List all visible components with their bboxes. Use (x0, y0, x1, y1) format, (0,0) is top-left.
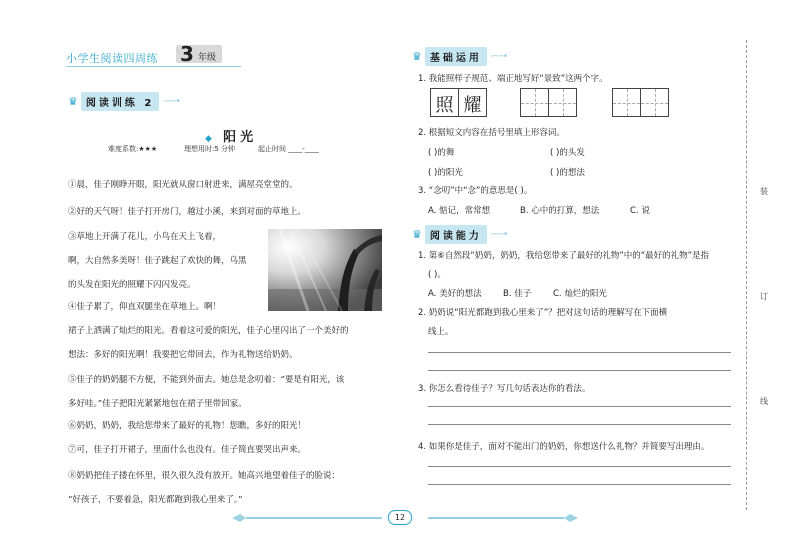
writing-cell[interactable] (641, 89, 668, 116)
grade-word: 年级 (198, 53, 217, 63)
header-rule (66, 66, 241, 67)
q3-option-c[interactable]: C. 说 (630, 206, 650, 216)
title-ornament-icon: ◆ (205, 134, 224, 144)
binding-mark: 装 (760, 187, 768, 196)
sample-char: 照 (435, 95, 454, 116)
start-time-meta: 起止时间 ____-____ (258, 145, 319, 153)
series-title: 小学生阅读四周练 (66, 52, 158, 65)
section-basic-use (412, 47, 507, 66)
question-1: 1. 我能照样子规范、端正地写好“景致”这两个字。 (418, 74, 608, 84)
paragraph-5-line-1: ⑤佳子的奶奶腿不方便，不能到外面去。她总是念叨着：“要是有阳光，该 (68, 375, 345, 385)
q2-blank-dance[interactable]: ( )的舞 (428, 148, 455, 158)
paragraph-2: ②好的天气呀！佳子打开房门，越过小溪，来到对面的草地上。 (68, 207, 307, 217)
paragraph-8-line-1: ⑧奶奶把佳子搂在怀里，很久很久没有放开。她高兴地望着佳子的脸说： (68, 471, 341, 481)
question-4-line-2[interactable]: ( )。 (428, 270, 446, 280)
crown-icon: ♛ (412, 228, 422, 241)
q2-blank-idea[interactable]: ( )的想法 (550, 168, 585, 178)
binding-mark: 订 (760, 292, 768, 301)
question-7: 4. 如果你是佳子，面对不能出门的奶奶，你想送什么礼物？并简要写出理由。 (418, 442, 710, 452)
swirl-decoration-icon: ∽∽• (489, 51, 507, 62)
swirl-decoration-icon: ∽∽• (162, 96, 179, 107)
paragraph-1: ①晨，佳子刚睁开眼，阳光就从窗口射进来，满屋亮堂堂的。 (68, 180, 298, 190)
binding-mark: 线 (760, 397, 768, 406)
article-title (205, 126, 257, 145)
question-5-line-2: 线上。 (428, 327, 454, 337)
q2-blank-hair[interactable]: ( )的头发 (550, 148, 585, 158)
writing-cell[interactable] (613, 89, 641, 116)
q2-blank-sunlight[interactable]: ( )的阳光 (428, 168, 463, 178)
paragraph-4-line-2: 裙子上洒满了灿烂的阳光。看着这可爱的阳光，佳子心里闪出了一个美好的 (68, 326, 349, 336)
paragraph-4-line-3: 想法：多好的阳光啊！我要把它带回去，作为礼物送给奶奶。 (68, 350, 298, 360)
ideal-time-meta: 理想用时:5 分钟 (184, 145, 236, 153)
answer-line[interactable] (428, 370, 731, 371)
q4-option-a[interactable]: A. 美好的想法 (428, 289, 482, 299)
answer-line[interactable] (428, 424, 731, 425)
section-reading-training (68, 92, 179, 111)
question-4-line-1: 1. 第⑥自然段“奶奶，奶奶，我给您带来了最好的礼物”中的“最好的礼物”是指 (418, 251, 710, 261)
paragraph-8-line-2: “好孩子，不要着急，阳光都跑到我心里来了。” (68, 495, 243, 505)
question-6: 3. 你怎么看待佳子？写几句话表达你的看法。 (418, 384, 591, 394)
question-5-line-1: 2. 奶奶说“阳光都跑到我心里来了”？把对这句话的理解写在下面横 (418, 308, 668, 318)
question-2: 2. 根据短文内容在括号里填上形容词。 (418, 128, 565, 138)
writing-cell[interactable] (521, 89, 549, 116)
difficulty-meta: 难度系数:★★★ (108, 145, 158, 153)
paragraph-3-line-2: 啊，大自然多美呀！佳子跳起了欢快的舞，乌黑 (68, 256, 247, 266)
paragraph-3-line-1: ③草地上开满了花儿，小鸟在天上飞着， (68, 232, 222, 242)
binding-divider (746, 40, 747, 510)
paragraph-7: ⑦可，佳子打开裙子，里面什么也没有。佳子简直要哭出声来。 (68, 445, 307, 455)
writing-grid-1[interactable] (520, 88, 577, 117)
paragraph-3-line-3: 的头发在阳光的照耀下闪闪发亮。 (68, 280, 196, 290)
article-title-text: 阳光 (223, 130, 258, 145)
sample-char: 耀 (463, 95, 482, 116)
section-label: 阅读训练 2 (81, 92, 159, 111)
answer-line[interactable] (428, 484, 731, 485)
crown-icon: ♛ (68, 95, 78, 108)
q4-option-c[interactable]: C. 灿烂的阳光 (553, 289, 607, 299)
q3-option-b[interactable]: B. 心中的打算，想法 (520, 206, 600, 216)
writing-grid-2[interactable] (612, 88, 669, 117)
sample-cell (459, 89, 486, 116)
question-3: 3. “念叨”中“念”的意思是( )。 (418, 186, 533, 196)
answer-line[interactable] (428, 352, 731, 353)
sample-grid (430, 88, 487, 117)
sunlight-photo (268, 229, 382, 311)
page-number: 12 (388, 510, 412, 525)
section-reading-ability (412, 225, 507, 244)
sample-cell (431, 89, 459, 116)
writing-cell[interactable] (549, 89, 576, 116)
paragraph-6: ⑥奶奶，奶奶，我给您带来了最好的礼物！您瞧，多好的阳光！ (68, 421, 307, 431)
grade-number: 3 (180, 42, 194, 66)
paragraph-4-line-1: ④佳子累了，仰直双腿坐在草地上。啊！ (68, 302, 222, 312)
q3-option-a[interactable]: A. 惦记，常常想 (428, 206, 491, 216)
swirl-decoration-icon: ∽∽• (489, 229, 507, 240)
section-label: 基础运用 (425, 47, 487, 66)
answer-line[interactable] (428, 466, 731, 467)
crown-icon: ♛ (412, 50, 422, 63)
paragraph-5-line-2: 多好哇。”佳子把阳光紧紧地包在裙子里带回家。 (68, 399, 247, 409)
q4-option-b[interactable]: B. 佳子 (503, 289, 532, 299)
answer-line[interactable] (428, 406, 731, 407)
section-label: 阅读能力 (425, 225, 487, 244)
